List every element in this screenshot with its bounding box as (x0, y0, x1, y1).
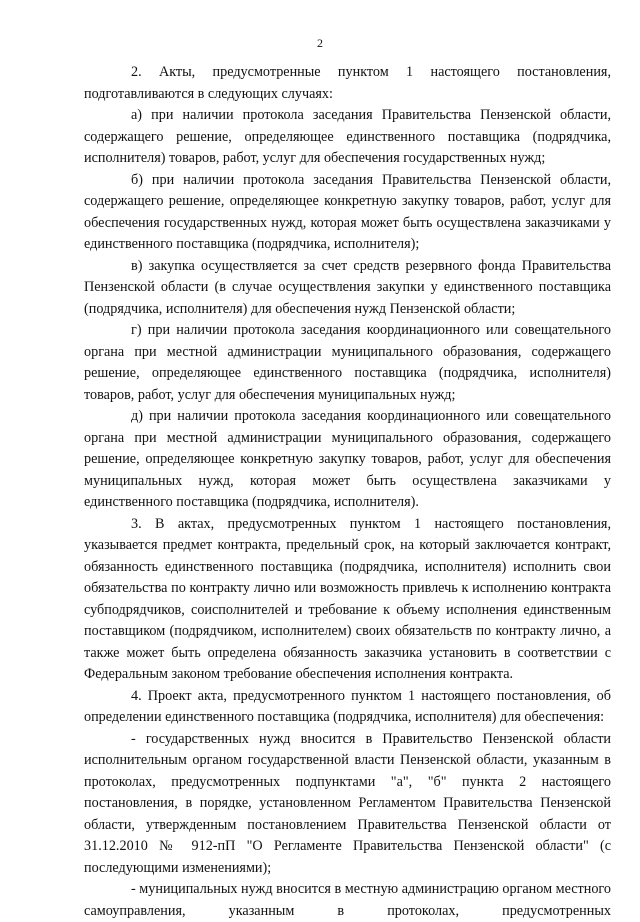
paragraph-clause-4: 4. Проект акта, предусмотренного пунктом 1 настоящего постановления, об определении единственного поставщика (подрядчика, исполнителя) для обеспечения: (84, 687, 611, 725)
paragraph-subclause-b: б) при наличии протокола заседания Правительства Пензенской области, содержащего решение, определяющее конкретную закупку товаров, работ, услуг для обеспечения государственных нужд, которая может быть осуществлена заказчиками у единственного поставщика (подрядчика, исполнителя); (84, 171, 611, 252)
page-number: 2 (317, 36, 323, 50)
paragraph-municipal-needs: - муниципальных нужд вносится в местную администрацию органом местного самоуправления, указанным в протоколах, предусмотренных (84, 881, 611, 919)
paragraph-subclause-d: д) при наличии протокола заседания координационного или совещательного органа при местной администрации муниципального образования, содержащего решение, определяющее конкретную закупку товаров, работ, услуг для обеспечения муниципальных нужд, которая может быть осуществлена заказчиками у единственного поставщика (подрядчика, исполнителя). (84, 408, 611, 510)
document-body (84, 62, 611, 922)
paragraph-clause-2: 2. Акты, предусмотренные пунктом 1 настоящего постановления, подготавливаются в следующих случаях: (84, 64, 611, 102)
paragraph-subclause-a: а) при наличии протокола заседания Правительства Пензенской области, содержащего решение, определяющее единственного поставщика (подрядчика, исполнителя) товаров, работ, услуг для обеспечения государственных нужд; (84, 107, 611, 166)
paragraph-clause-3: 3. В актах, предусмотренных пунктом 1 настоящего постановления, указывается предмет контракта, предельный срок, на который заключается контракт, обязанность единственного поставщика (подрядчика, исполнителя) исполнить свои обязательства по контракту лично или возможность привлечь к исполнению контракта субподрядчиков, соисполнителей и требование к объему исполнения единственным поставщиком (подрядчиком, исполнителем) своих обязательств по контракту лично, а также может быть определена обязанность заказчика установить в соответствии с Федеральным законом требование обеспечения исполнения контракта. (84, 515, 611, 682)
paragraph-subclause-v: в) закупка осуществляется за счет средств резервного фонда Правительства Пензенской области (в случае осуществления закупки у единственного поставщика (подрядчика, исполнителя) для обеспечения нужд Пензенской области; (84, 257, 611, 317)
paragraph-subclause-g: г) при наличии протокола заседания координационного или совещательного органа при местной администрации муниципального образования, содержащего решение, определяющее единственного поставщика (подрядчика, исполнителя) товаров, работ, услуг для обеспечения муниципальных нужд; (84, 322, 611, 403)
paragraph-state-needs: - государственных нужд вносится в Правительство Пензенской области исполнительным органом государственной власти Пензенской области, указанным в протоколах, предусмотренных подпунктами "а", "б" пункта 2 настоящего постановления, в порядке, установленном Регламентом Правительства Пензенской области, утвержденным постановлением Правительства Пензенской области от 31.12.2010 № 912-пП "О Регламенте Правительства Пензенской области" (с последующими изменениями); (84, 730, 611, 876)
